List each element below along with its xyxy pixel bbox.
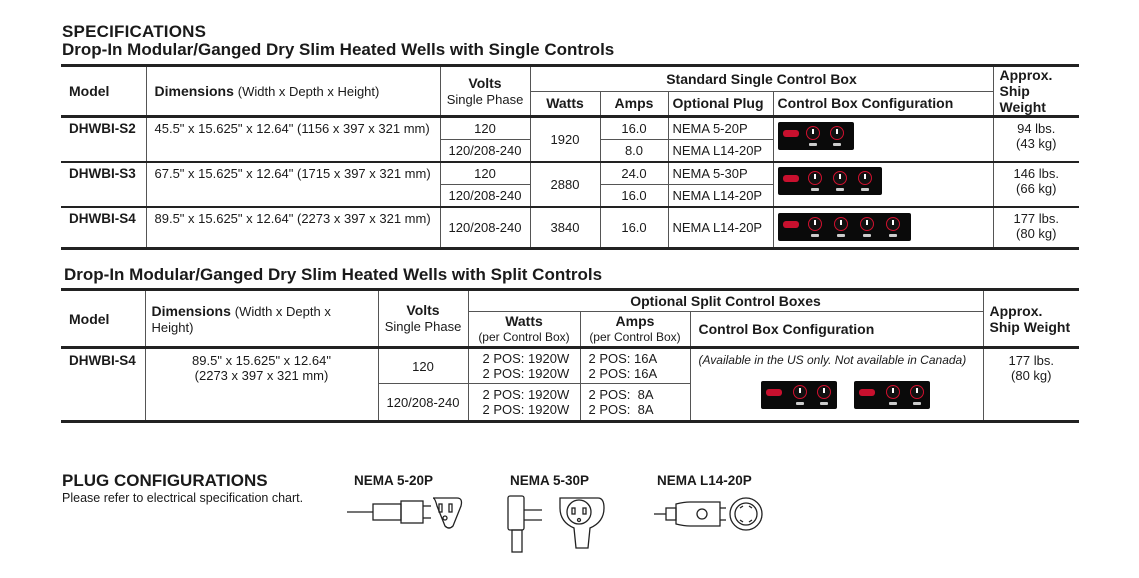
- amps-cell: 16.0: [600, 185, 668, 207]
- plug-cell: NEMA L14-20P: [668, 207, 773, 249]
- nema-5-20p-label: NEMA 5-20P: [354, 473, 434, 488]
- amps-cell: 2 POS: 16A 2 POS: 16A: [580, 348, 690, 384]
- nema-l14-20p-label: NEMA L14-20P: [657, 473, 752, 488]
- dims-cell: 89.5" x 15.625" x 12.64" (2273 x 397 x 321 mm): [146, 207, 440, 249]
- availability-note: (Available in the US only. Not available in Canada): [698, 353, 967, 367]
- dims-cell: 45.5" x 15.625" x 12.64" (1156 x 397 x 321 mm): [146, 117, 440, 162]
- col-amps: Amps (per Control Box): [580, 312, 690, 348]
- plug-cell: NEMA 5-30P: [668, 162, 773, 185]
- col-amps: Amps: [600, 91, 668, 117]
- single-controls-table: [61, 64, 1079, 250]
- split-control-box: [761, 381, 837, 409]
- plug-cell: NEMA 5-20P: [668, 117, 773, 140]
- col-config: Control Box Configuration: [690, 312, 983, 348]
- weight-cell: 146 lbs. (66 kg): [993, 162, 1079, 207]
- nema-5-30p-plug-icon: [504, 490, 614, 556]
- amps-cell: 2 POS: 8A 2 POS: 8A: [580, 384, 690, 422]
- col-group-standard: Standard Single Control Box: [530, 66, 993, 92]
- volts-cell: 120: [440, 162, 530, 185]
- split-controls-table: [61, 288, 1079, 423]
- specifications-heading: SPECIFICATIONS: [62, 22, 207, 41]
- col-volts: Volts Single Phase: [378, 290, 468, 348]
- plug-cell: NEMA L14-20P: [668, 140, 773, 162]
- config-cell: [773, 207, 993, 249]
- config-cell: [773, 117, 993, 162]
- table-row: [61, 207, 1079, 249]
- col-weight: Approx. Ship Weight: [993, 66, 1079, 117]
- col-weight: Approx. Ship Weight: [983, 290, 1079, 348]
- watts-cell: 3840: [530, 207, 600, 249]
- weight-cell: 177 lbs. (80 kg): [983, 348, 1079, 422]
- amps-cell: 16.0: [600, 207, 668, 249]
- nema-5-30p-label: NEMA 5-30P: [510, 473, 590, 488]
- config-cell: [773, 162, 993, 207]
- split-controls-title: Drop-In Modular/Ganged Dry Slim Heated Wells with Split Controls: [64, 265, 603, 284]
- volts-cell: 120/208-240: [440, 207, 530, 249]
- col-dimensions: Dimensions (Width x Depth x Height): [145, 290, 378, 348]
- dims-cell: 67.5" x 15.625" x 12.64" (1715 x 397 x 321 mm): [146, 162, 440, 207]
- nema-5-20p-plug-icon: [345, 492, 465, 532]
- model-cell: DHWBI-S4: [69, 353, 136, 368]
- control-box-3-knob: [778, 167, 882, 195]
- amps-cell: 8.0: [600, 140, 668, 162]
- col-plug: Optional Plug: [668, 91, 773, 117]
- volts-cell: 120/208-240: [378, 384, 468, 422]
- dims-cell: 89.5" x 15.625" x 12.64" (2273 x 397 x 321 mm): [145, 348, 378, 422]
- model-cell: DHWBI-S3: [69, 165, 136, 181]
- plug-config-title: PLUG CONFIGURATIONS: [62, 471, 268, 490]
- col-volts: Volts Single Phase: [440, 66, 530, 117]
- volts-cell: 120: [440, 117, 530, 140]
- col-config: Control Box Configuration: [773, 91, 993, 117]
- table-row: [61, 162, 1079, 185]
- model-cell: DHWBI-S2: [69, 121, 136, 136]
- col-model: Model: [69, 310, 110, 327]
- watts-cell: 2880: [530, 162, 600, 207]
- single-controls-title: Drop-In Modular/Ganged Dry Slim Heated Wells with Single Controls: [62, 40, 615, 59]
- col-watts: Watts: [530, 91, 600, 117]
- table-row: [61, 117, 1079, 140]
- table-row: [61, 348, 1079, 384]
- volts-cell: 120/208-240: [440, 140, 530, 162]
- nema-l14-20p-plug-icon: [652, 494, 770, 534]
- col-watts: Watts (per Control Box): [468, 312, 580, 348]
- weight-cell: 94 lbs. (43 kg): [993, 117, 1079, 162]
- control-box-4-knob: [778, 213, 911, 241]
- col-dimensions: Dimensions (Width x Depth x Height): [146, 66, 440, 117]
- model-cell: DHWBI-S4: [69, 210, 136, 226]
- weight-cell: 177 lbs. (80 kg): [993, 207, 1079, 249]
- col-group-split: Optional Split Control Boxes: [468, 290, 983, 312]
- plug-cell: NEMA L14-20P: [668, 185, 773, 207]
- control-box-2-knob: [778, 122, 854, 150]
- watts-cell: 2 POS: 1920W 2 POS: 1920W: [468, 384, 580, 422]
- split-control-box: [854, 381, 930, 409]
- volts-cell: 120/208-240: [440, 185, 530, 207]
- watts-cell: 2 POS: 1920W 2 POS: 1920W: [468, 348, 580, 384]
- watts-cell: 1920: [530, 117, 600, 162]
- plug-config-subtitle: Please refer to electrical specification chart.: [62, 491, 304, 505]
- col-model: Model: [69, 83, 110, 99]
- volts-cell: 120: [378, 348, 468, 384]
- config-cell: [690, 348, 983, 422]
- amps-cell: 16.0: [600, 117, 668, 140]
- amps-cell: 24.0: [600, 162, 668, 185]
